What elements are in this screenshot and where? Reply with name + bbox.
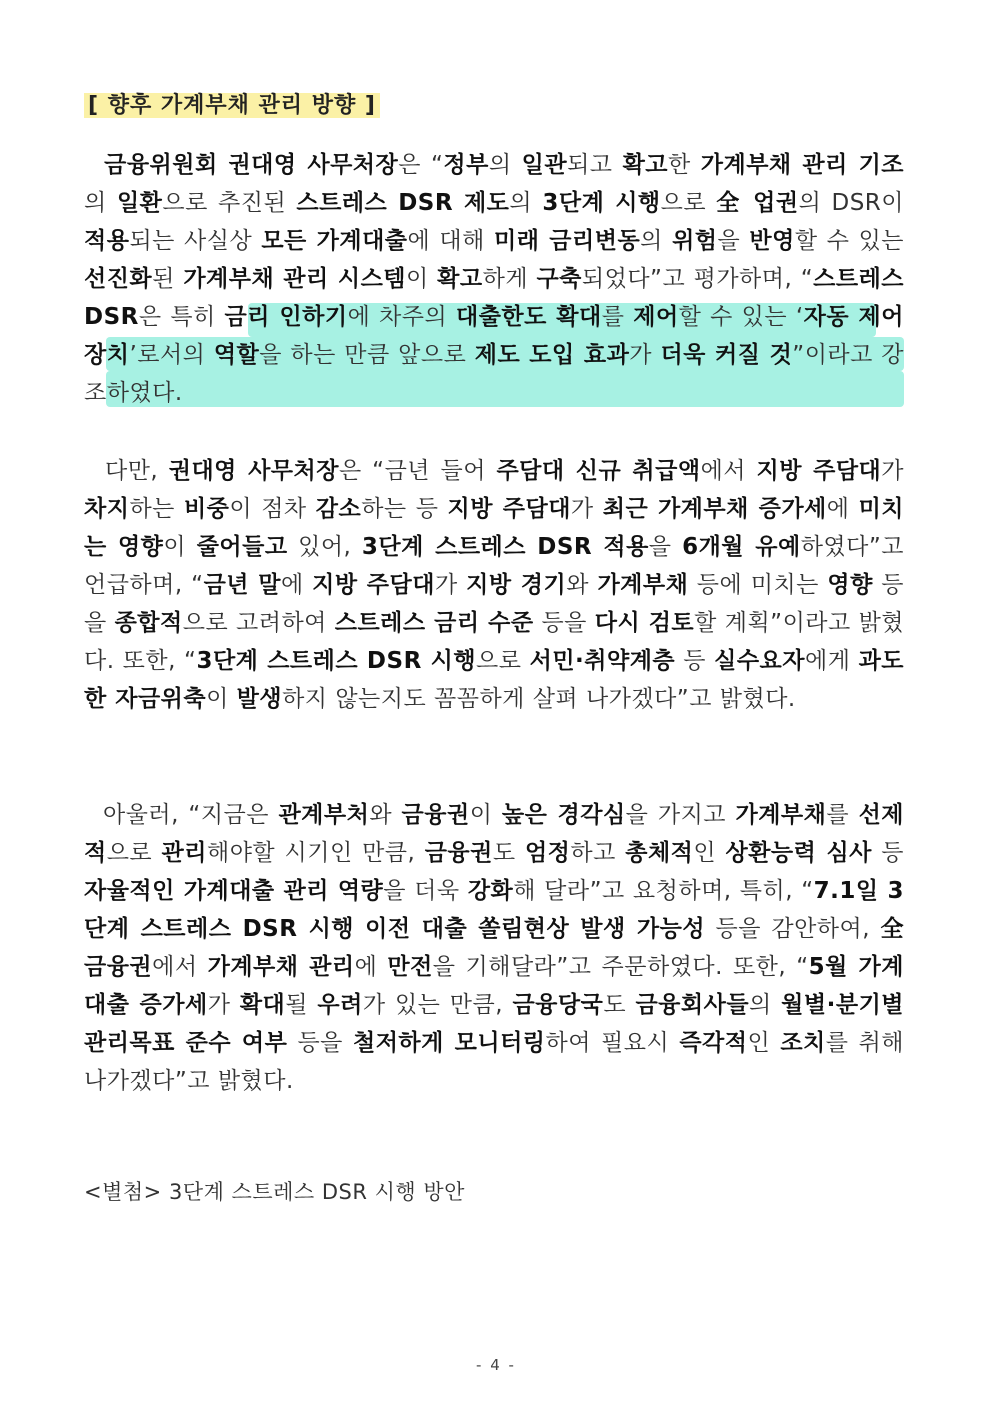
bold-run: 全 업권 bbox=[716, 190, 799, 216]
bold-run: 금리 인하기 bbox=[224, 304, 348, 330]
bold-run: 높은 경각심 bbox=[501, 802, 626, 828]
bold-run: 철저하게 모니터링 bbox=[352, 1030, 546, 1056]
bold-run: 엄정 bbox=[524, 840, 571, 866]
bold-run: 지방 경기 bbox=[466, 572, 567, 598]
text-run: 으로 bbox=[476, 648, 530, 674]
bold-run: 구축 bbox=[536, 266, 582, 292]
bold-run: 대출한도 확대 bbox=[455, 304, 602, 330]
text-run: 와 bbox=[369, 802, 402, 828]
bold-run: 비중 bbox=[183, 496, 230, 522]
text-run: 에 대해 bbox=[407, 228, 494, 254]
text-run: 되는 사실상 bbox=[129, 228, 262, 254]
bold-run: 가계부채 bbox=[597, 572, 689, 598]
bold-run: 일환 bbox=[116, 190, 163, 216]
text-run: 인 bbox=[693, 840, 726, 866]
text-run: 을 기해달라”고 주문하였다. 또한, “ bbox=[432, 954, 809, 980]
bold-run: 모든 가계대출 bbox=[261, 228, 408, 254]
text-run: 으로 bbox=[660, 190, 717, 216]
paragraph-3 bbox=[84, 796, 904, 1100]
bold-run: 全 금융권 bbox=[84, 916, 904, 980]
bold-run: 관리 bbox=[161, 840, 207, 866]
bold-run: 조치 bbox=[780, 1030, 826, 1056]
text-run: 가 bbox=[570, 496, 603, 522]
bold-run: 자율적인 가계대출 관리 역량 bbox=[84, 878, 384, 904]
bold-run: 금융권 bbox=[424, 840, 493, 866]
text-run: 되었다”고 평가하며, “ bbox=[581, 266, 814, 292]
text-run: 을 가지고 bbox=[625, 802, 736, 828]
text-run: 와 bbox=[566, 572, 598, 598]
text-run: 가 bbox=[207, 992, 240, 1018]
bold-run: 지방 주담대 bbox=[756, 458, 882, 484]
text-run: 에서 bbox=[152, 954, 208, 980]
text-run: 의 bbox=[84, 190, 117, 216]
text-run: 가 bbox=[629, 342, 661, 368]
text-run: 하지 않는지도 꼼꼼하게 살펴 나가겠다”고 밝혔다. bbox=[282, 686, 796, 712]
text-run: 할 수 있는 bbox=[794, 228, 905, 254]
text-run: 의 bbox=[749, 992, 782, 1018]
text-run: 가 bbox=[881, 458, 904, 484]
bold-run: 발생 bbox=[236, 686, 283, 712]
text-run: 으로 고려하여 bbox=[182, 610, 335, 636]
text-run: 으로 bbox=[106, 840, 162, 866]
text-run: 를 취해 나가겠다”고 밝혔다. bbox=[84, 1030, 905, 1094]
bold-run: 차지 bbox=[84, 496, 130, 522]
bold-run: 관계부처 bbox=[278, 802, 370, 828]
bold-run: 선진화 bbox=[84, 266, 153, 292]
text-run: 에 차주의 bbox=[347, 304, 456, 330]
bold-run: 확대 bbox=[239, 992, 286, 1018]
text-run: 등을 감안하여, bbox=[705, 916, 881, 942]
text-run: 이 bbox=[163, 534, 197, 560]
bold-run: 스트레스 DSR bbox=[84, 266, 905, 330]
bold-run: 최근 가계부채 증가세 bbox=[602, 496, 827, 522]
text-run: 있어, bbox=[287, 534, 362, 560]
text-run: 의 bbox=[640, 228, 673, 254]
text-run: 이 bbox=[469, 802, 502, 828]
bold-run: 7.1일 3단계 스트레스 DSR 시행 이전 대출 쏠림현상 발생 가능성 bbox=[84, 878, 904, 942]
text-run: 의 bbox=[488, 152, 522, 178]
bold-run: 금융당국 bbox=[512, 992, 604, 1018]
bold-run: 적용 bbox=[84, 228, 130, 254]
bold-run: 감소 bbox=[315, 496, 362, 522]
text-run: 등을 bbox=[533, 610, 595, 636]
text-run: 를 bbox=[826, 802, 859, 828]
bold-run: 제어 bbox=[633, 304, 679, 330]
text-run: 가 bbox=[434, 572, 467, 598]
text-run: 에 bbox=[826, 496, 859, 522]
attachment-note: <별첨> 3단계 스트레스 DSR 시행 방안 bbox=[84, 1180, 465, 1204]
bold-run: 확고 bbox=[622, 152, 668, 178]
bold-run: 줄어들고 bbox=[196, 534, 288, 560]
text-run: 가 있는 만큼, bbox=[362, 992, 513, 1018]
bold-run: 총체적 bbox=[625, 840, 694, 866]
text-run: 등을 bbox=[84, 572, 905, 636]
text-run: 하였다”고 언급하며, “ bbox=[84, 534, 905, 598]
paragraph-1 bbox=[84, 146, 904, 412]
bold-run: 반영 bbox=[749, 228, 795, 254]
text-run: 도 bbox=[492, 840, 525, 866]
text-run: 하고 bbox=[570, 840, 626, 866]
bold-run: 미치는 영향 bbox=[84, 496, 905, 560]
text-run: 다만, bbox=[104, 458, 169, 484]
text-run: 등을 bbox=[287, 1030, 353, 1056]
bold-run: 만전 bbox=[387, 954, 433, 980]
text-run: 으로 추진된 bbox=[162, 190, 297, 216]
text-run: 을 bbox=[648, 534, 683, 560]
bold-run: 미래 금리변동 bbox=[494, 228, 641, 254]
heading-text: [ 향후 가계부채 관리 방향 ] bbox=[84, 93, 380, 118]
paragraph-2 bbox=[84, 452, 904, 718]
bold-run: 6개월 유예 bbox=[682, 534, 801, 560]
bold-run: 우려 bbox=[317, 992, 363, 1018]
bold-run: 금융권 bbox=[401, 802, 470, 828]
text-run: 한 bbox=[668, 152, 701, 178]
text-run: 에서 bbox=[700, 458, 757, 484]
text-run: 이 bbox=[206, 686, 237, 712]
bold-run: 금년 말 bbox=[203, 572, 281, 598]
bold-run: 서민·취약계층 bbox=[529, 648, 676, 674]
text-run: 은 특히 bbox=[138, 304, 225, 330]
text-run: 이 bbox=[406, 266, 438, 292]
bold-run: 위험 bbox=[672, 228, 718, 254]
bold-run: 금융위원회 권대영 사무처장 bbox=[104, 152, 399, 178]
bold-run: 월별·분기별 관리목표 준수 여부 bbox=[84, 992, 904, 1056]
bold-run: 가계부채 관리 기조 bbox=[700, 152, 905, 178]
text-run: 에 bbox=[280, 572, 313, 598]
bold-run: 스트레스 DSR 제도 bbox=[296, 190, 510, 216]
text-run: 에게 bbox=[805, 648, 859, 674]
text-run: ”이라고 강조하였다. bbox=[84, 342, 905, 406]
text-run: 해야할 시기인 만큼, bbox=[206, 840, 425, 866]
bold-run: 강화 bbox=[467, 878, 514, 904]
text-run: 은 “ bbox=[398, 152, 444, 178]
bold-run: 선제적 bbox=[84, 802, 905, 866]
text-run: 된 bbox=[152, 266, 184, 292]
bold-run: 금융회사들 bbox=[635, 992, 750, 1018]
text-run: 에 bbox=[354, 954, 388, 980]
text-run: 등 bbox=[871, 840, 904, 866]
bold-run: 더욱 커질 것 bbox=[660, 342, 793, 368]
text-run: 아울러, “지금은 bbox=[102, 802, 279, 828]
bold-run: 지방 주담대 bbox=[312, 572, 435, 598]
text-run: 하는 등 bbox=[361, 496, 448, 522]
bold-run: 가계부채 관리 시스템 bbox=[183, 266, 407, 292]
bold-run: 과도한 자금위축 bbox=[84, 648, 904, 712]
text-run: ’로서의 bbox=[129, 342, 214, 368]
text-run: 되고 bbox=[567, 152, 623, 178]
bold-run: 실수요자 bbox=[714, 648, 805, 674]
bold-run: 가계부채 bbox=[735, 802, 827, 828]
bold-run: 정부 bbox=[443, 152, 489, 178]
bold-run: 역할 bbox=[213, 342, 260, 368]
bold-run: 주담대 신규 취급액 bbox=[496, 458, 701, 484]
text-run: 하게 bbox=[482, 266, 537, 292]
text-run: 등 bbox=[675, 648, 715, 674]
text-run: 하여 필요시 bbox=[545, 1030, 680, 1056]
bold-run: 3단계 스트레스 DSR 시행 bbox=[196, 648, 477, 674]
bold-run: 권대영 사무처장 bbox=[168, 458, 339, 484]
text-run: 할 계획”이라고 밝혔다. 또한, “ bbox=[84, 610, 905, 674]
text-run: 은 “금년 들어 bbox=[338, 458, 497, 484]
text-run: 하는 bbox=[129, 496, 184, 522]
bold-run: 확고 bbox=[437, 266, 483, 292]
text-run: 를 bbox=[601, 304, 634, 330]
text-run: 을 하는 만큼 앞으로 bbox=[259, 342, 475, 368]
text-run: 해 달라”고 요청하며, 특히, “ bbox=[513, 878, 814, 904]
bold-run: 제도 도입 효과 bbox=[474, 342, 630, 368]
bold-run: 종합적 bbox=[114, 610, 183, 636]
bold-run: 3단계 시행 bbox=[542, 190, 661, 216]
text-run: 이 점차 bbox=[229, 496, 316, 522]
bold-run: 5월 가계대출 증가세 bbox=[84, 954, 904, 1018]
bold-run: 3단계 스트레스 DSR 적용 bbox=[361, 534, 649, 560]
text-run: 을 더욱 bbox=[383, 878, 468, 904]
text-run: 의 bbox=[509, 190, 543, 216]
bold-run: 가계부채 관리 bbox=[207, 954, 355, 980]
bold-run: 일관 bbox=[521, 152, 568, 178]
text-run: 될 bbox=[285, 992, 318, 1018]
section-heading bbox=[84, 88, 380, 119]
bold-run: 스트레스 금리 수준 bbox=[334, 610, 534, 636]
text-run: 할 수 있는 ‘ bbox=[678, 304, 804, 330]
text-run: 도 bbox=[603, 992, 636, 1018]
text-run: 의 DSR이 bbox=[798, 190, 905, 216]
text-run: 을 bbox=[717, 228, 750, 254]
page-number: - 4 - bbox=[476, 1356, 516, 1374]
bold-run: 자동 제어장치 bbox=[84, 304, 904, 368]
bold-run: 상환능력 심사 bbox=[725, 840, 872, 866]
bold-run: 영향 bbox=[827, 572, 873, 598]
text-run: 인 bbox=[747, 1030, 781, 1056]
bold-run: 다시 검토 bbox=[594, 610, 695, 636]
bold-run: 즉각적 bbox=[679, 1030, 748, 1056]
text-run: 등에 미치는 bbox=[688, 572, 828, 598]
bold-run: 지방 주담대 bbox=[447, 496, 571, 522]
